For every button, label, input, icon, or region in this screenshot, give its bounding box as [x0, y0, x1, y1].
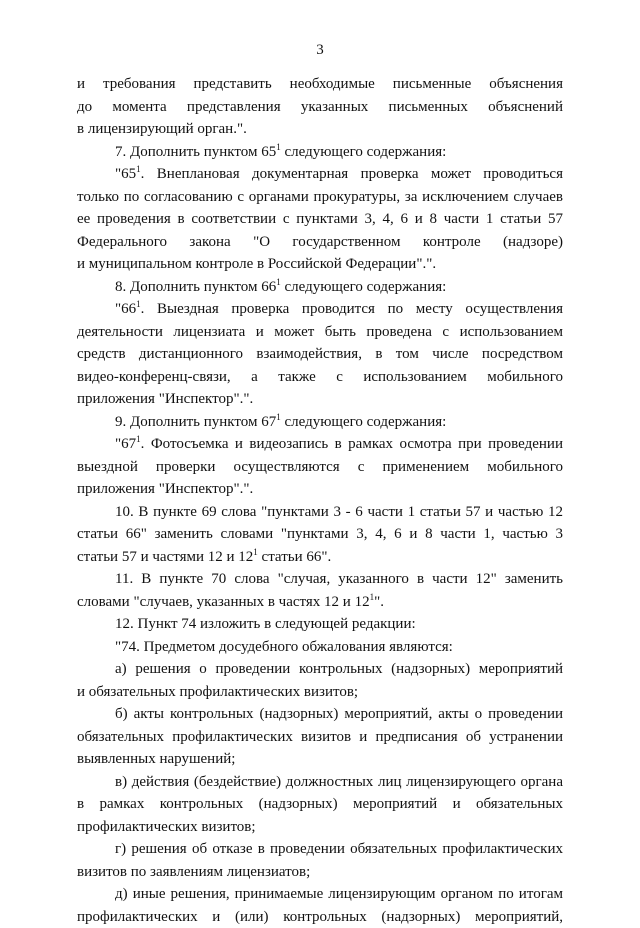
text-line: обязательных профилактических визитов и предписания об устранении	[77, 726, 563, 749]
text-line: статьи 66" заменить словами "пунктами 3, 4, 6 и 8 части 1, частью 3	[77, 523, 563, 546]
text-line: 12. Пункт 74 изложить в следующей редакции:	[77, 613, 563, 636]
text-line: приложения "Инспектор".".	[77, 478, 563, 501]
text-line: а) решения о проведении контрольных (надзорных) мероприятий	[77, 658, 563, 681]
text-line: г) решения об отказе в проведении обязательных профилактических	[77, 838, 563, 861]
text-line: до момента представления указанных письменных объяснений	[77, 96, 563, 119]
text-line: деятельности лицензиата и может быть проведена с использованием	[77, 321, 563, 344]
text-line: видео-конференц-связи, а также с использованием мобильного	[77, 366, 563, 389]
page-number: 3	[0, 42, 640, 59]
text-line: статьи 57 и частями 12 и $12^1$ статьи 66".	[77, 546, 563, 569]
text-line: и обязательных профилактических визитов;	[77, 681, 563, 704]
text-line: б) акты контрольных (надзорных) мероприятий, акты о проведении	[77, 703, 563, 726]
text-line: в лицензирующий орган.".	[77, 118, 563, 141]
text-line: в) действия (бездействие) должностных лиц лицензирующего органа	[77, 771, 563, 794]
text-line: 7. Дополнить пунктом $65^1$ следующего содержания:	[77, 141, 563, 164]
text-line: в рамках контрольных (надзорных) мероприятий и обязательных	[77, 793, 563, 816]
text-line: средств дистанционного взаимодействия, в том числе посредством	[77, 343, 563, 366]
text-line: д) иные решения, принимаемые лицензирующим органом по итогам	[77, 883, 563, 906]
text-line: и муниципальном контроле в Российской Федерации".".	[77, 253, 563, 276]
text-line: выездной проверки осуществляются с применением мобильного	[77, 456, 563, 479]
text-line: 8. Дополнить пунктом $66^1$ следующего содержания:	[77, 276, 563, 299]
text-line: Федерального закона "О государственном контроле (надзоре)	[77, 231, 563, 254]
text-line: и требования представить необходимые письменные объяснения	[77, 73, 563, 96]
text-line: "$66^1$. Выездная проверка проводится по месту осуществления	[77, 298, 563, 321]
text-line: профилактических визитов;	[77, 816, 563, 839]
text-line: 11. В пункте 70 слова "случая, указанного в части 12" заменить	[77, 568, 563, 591]
text-line: приложения "Инспектор".".	[77, 388, 563, 411]
text-line: только по согласованию с органами прокуратуры, за исключением случаев	[77, 186, 563, 209]
text-line: 9. Дополнить пунктом $67^1$ следующего содержания:	[77, 411, 563, 434]
text-line: "74. Предметом досудебного обжалования являются:	[77, 636, 563, 659]
text-line: словами "случаев, указанных в частях 12 и $12^1$".	[77, 591, 563, 614]
text-line: визитов по заявлениям лицензиатов;	[77, 861, 563, 884]
text-line: "$65^1$. Внеплановая документарная проверка может проводиться	[77, 163, 563, 186]
text-line: выявленных нарушений;	[77, 748, 563, 771]
text-line: "$67^1$. Фотосъемка и видеозапись в рамках осмотра при проведении	[77, 433, 563, 456]
text-line: ее проведения в соответствии с пунктами 3, 4, 6 и 8 части 1 статьи 57	[77, 208, 563, 231]
text-line: профилактических и (или) контрольных (надзорных) мероприятий,	[77, 906, 563, 928]
text-line: 10. В пункте 69 слова "пунктами 3 - 6 части 1 статьи 57 и частью 12	[77, 501, 563, 524]
document-body	[77, 73, 563, 928]
